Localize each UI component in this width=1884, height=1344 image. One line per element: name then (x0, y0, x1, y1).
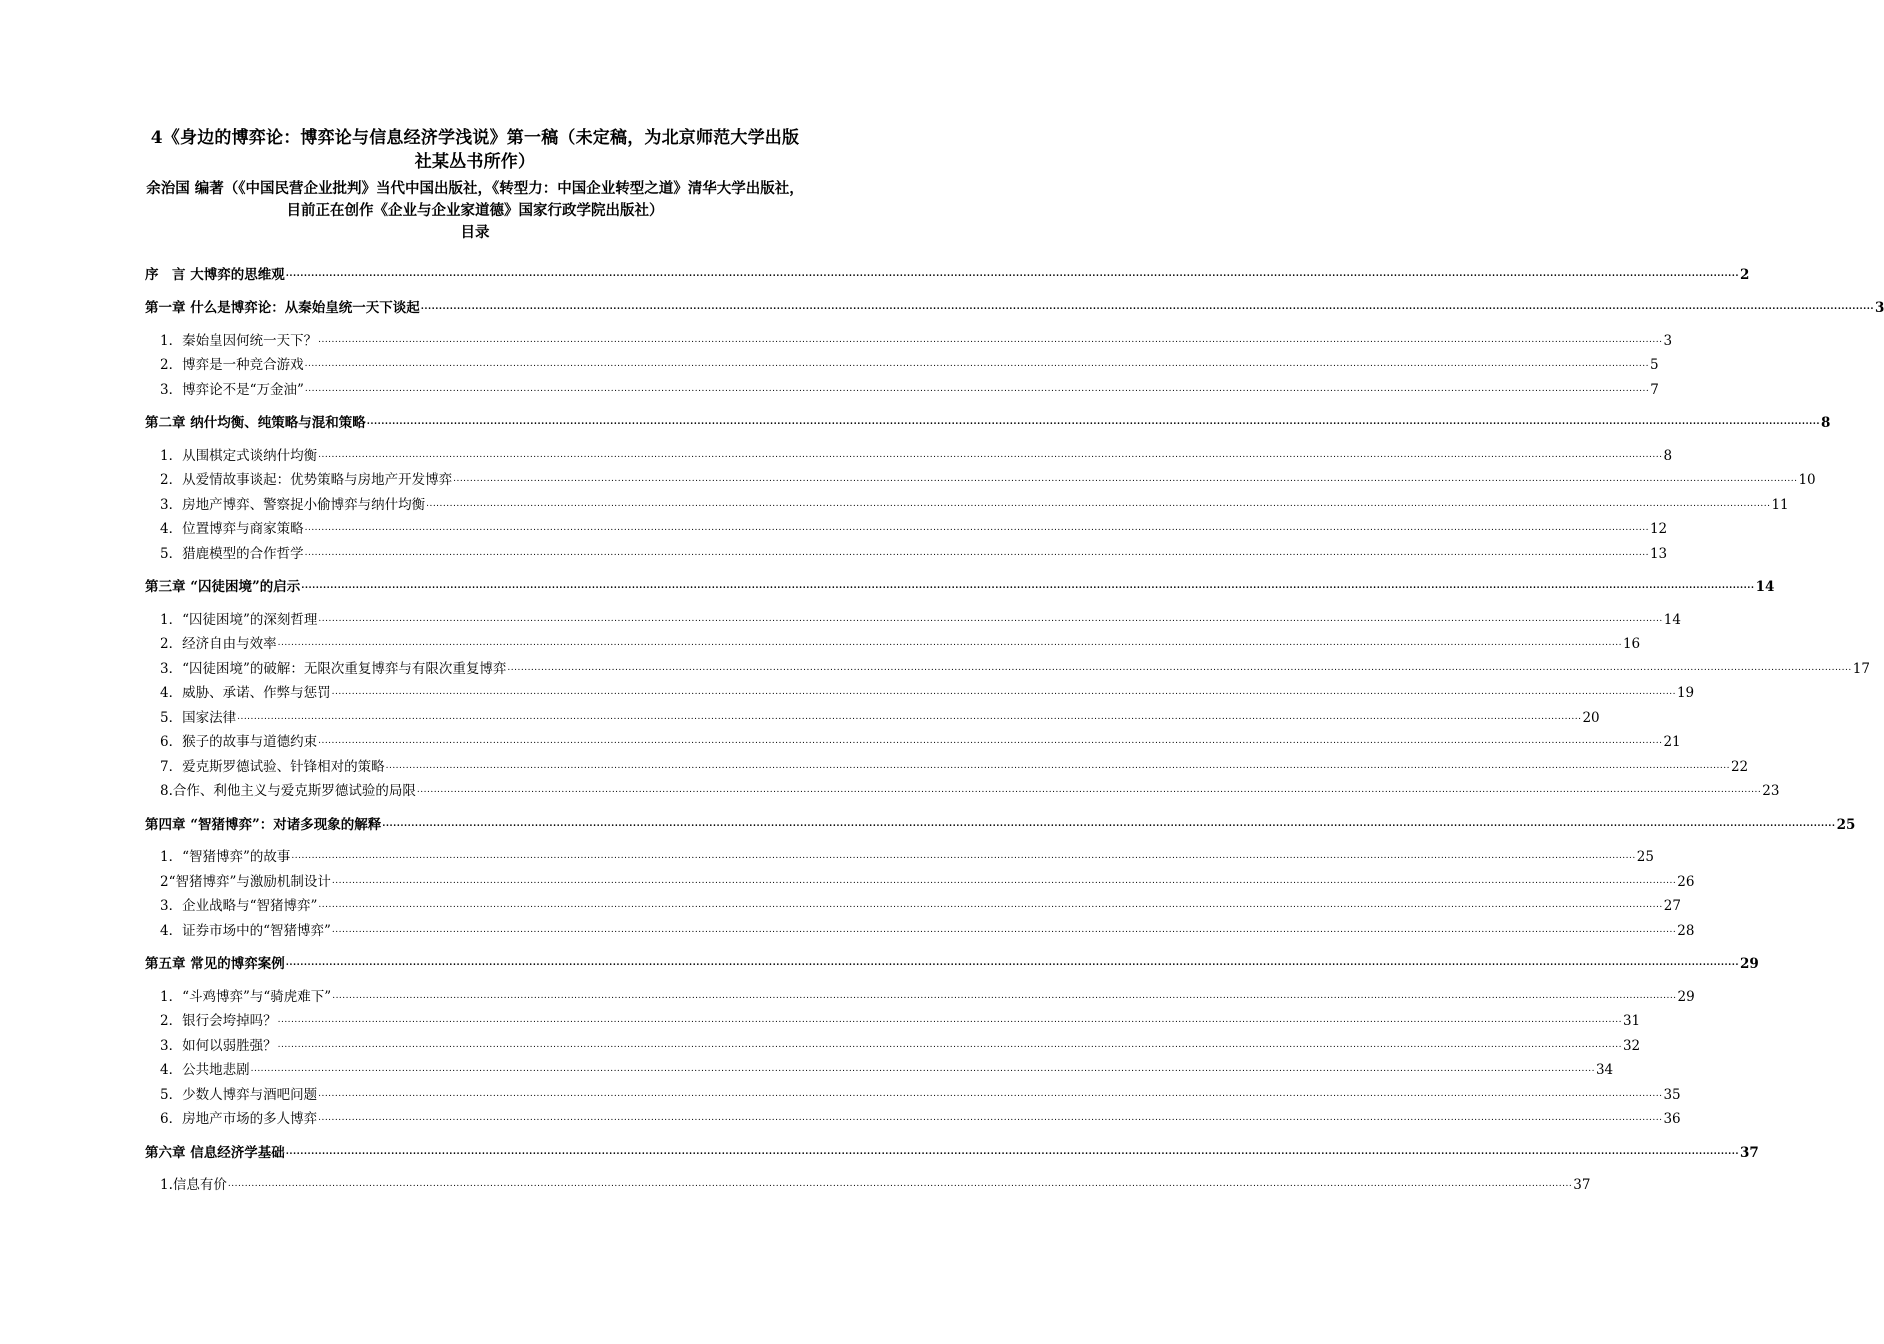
dot-leader: ................................................................................................................................................................................................................................................................................................................................................................................................................ (291, 851, 1636, 861)
toc-section-entry[interactable] (145, 865, 1695, 890)
toc-section-entry-label: 3．企业战略与“智猪博弈” (160, 898, 318, 914)
toc-section-entry-label: 2．从爱情故事谈起：优势策略与房地产开发博弈 (160, 472, 453, 488)
toc-section-entry-label: 1．秦始皇因何统一天下？ (160, 332, 318, 349)
document-title: 4《身边的博弈论：博弈论与信息经济学浅说》第一稿（未定稿，为北京师范大学出版社某丛书所作） (150, 128, 800, 172)
dot-leader: ................................................................................................................................................................................................................................................................................................................................................................................................................ (277, 638, 1622, 648)
toc-section-entry-label: 1．从围棋定式谈纳什均衡 (160, 447, 318, 464)
toc-section-entry-label: 2“智猪博弈”与激励机制设计 (160, 873, 331, 890)
toc-chapter-entry-page-number: 37 (1740, 1144, 1759, 1161)
toc-section-entry[interactable] (145, 701, 1600, 726)
toc-section-entry-page-number: 27 (1663, 898, 1681, 914)
toc-heading: 目录 (460, 224, 490, 241)
toc-section-entry[interactable] (145, 652, 1870, 677)
toc-section-entry-label: 7．爱克斯罗德试验、针锋相对的策略 (160, 758, 385, 775)
spacer (145, 972, 805, 980)
toc-chapter-entry[interactable] (145, 948, 1759, 973)
toc-section-entry-label: 1．“智猪博弈”的故事 (160, 849, 291, 865)
dot-leader: ................................................................................................................................................................................................................................................................................................................................................................................................................ (304, 523, 1649, 533)
toc-chapter-entry-page-number: 2 (1740, 266, 1750, 283)
dot-leader: ................................................................................................................................................................................................................................................................................................................................................................................................................ (331, 875, 1677, 886)
dot-leader: ................................................................................................................................................................................................................................................................................................................................................................................................................ (304, 547, 1649, 558)
toc-section-entry[interactable] (145, 464, 1816, 489)
toc-section-entry-page-number: 32 (1622, 1037, 1641, 1054)
spacer (145, 316, 805, 324)
toc-section-entry-page-number: 5 (1649, 357, 1659, 373)
toc-section-entry-label: 6．猴子的故事与道德约束 (160, 734, 318, 750)
toc-section-entry-label: 2．经济自由与效率 (160, 636, 277, 652)
dot-leader: ................................................................................................................................................................................................................................................................................................................................................................................................................ (318, 736, 1663, 746)
toc-section-entry-label: 3．“囚徒困境”的破解：无限次重复博弈与有限次重复博弈 (160, 660, 507, 677)
toc-section-entry-page-number: 7 (1650, 381, 1659, 398)
toc-section-entry-label: 5．国家法律 (160, 709, 237, 726)
toc-section-entry[interactable] (145, 1169, 1591, 1194)
dot-leader: ................................................................................................................................................................................................................................................................................................................................................................................................................ (304, 383, 1650, 394)
dot-leader: ................................................................................................................................................................................................................................................................................................................................................................................................................ (385, 760, 1730, 771)
toc-section-entry-label: 2．博弈是一种竞合游戏 (160, 357, 304, 373)
toc-chapter-entry[interactable] (145, 808, 1856, 833)
toc-chapter-block (145, 1136, 1759, 1193)
toc-chapter-entry[interactable] (145, 407, 1831, 432)
toc-section-entry-label: 5．少数人博弈与酒吧问题 (160, 1086, 318, 1103)
table-of-contents (145, 258, 1884, 1193)
toc-section-entry-page-number: 20 (1582, 709, 1600, 726)
toc-section-entry-page-number: 16 (1622, 636, 1641, 652)
dot-leader: ................................................................................................................................................................................................................................................................................................................................................................................................................ (227, 1179, 1573, 1189)
toc-section-entry-page-number: 29 (1677, 988, 1695, 1005)
toc-section-entry-page-number: 26 (1677, 873, 1695, 890)
toc-section-entry[interactable] (145, 373, 1659, 398)
toc-chapter-entry-label: 序 言 大博弈的思维观 (145, 266, 285, 283)
toc-chapter-block (145, 258, 1750, 283)
toc-section-entry-page-number: 19 (1676, 685, 1695, 701)
dot-leader: ................................................................................................................................................................................................................................................................................................................................................................................................................ (277, 1015, 1622, 1025)
toc-section-entry-page-number: 31 (1622, 1013, 1641, 1029)
toc-chapter-block (145, 948, 1759, 1128)
toc-section-entry[interactable] (145, 1029, 1641, 1054)
toc-chapter-entry-label: 第五章 常见的博弈案例 (145, 956, 285, 972)
toc-section-entry-label: 3．如何以弱胜强？ (160, 1037, 277, 1054)
toc-chapter-entry-page-number: 3 (1875, 300, 1884, 316)
toc-section-entry[interactable] (145, 750, 1749, 775)
dot-leader: ................................................................................................................................................................................................................................................................................................................................................................................................................ (420, 302, 1875, 312)
toc-chapter-block (145, 808, 1856, 939)
toc-section-entry-label: 3．房地产博弈、警察捉小偷博弈与纳什均衡 (160, 496, 426, 513)
toc-section-entry[interactable] (145, 537, 1668, 562)
toc-section-entry-page-number: 10 (1798, 472, 1816, 488)
dot-leader: ................................................................................................................................................................................................................................................................................................................................................................................................................ (332, 990, 1677, 1001)
toc-section-entry[interactable] (145, 439, 1673, 464)
dot-leader: ................................................................................................................................................................................................................................................................................................................................................................................................................ (285, 958, 1740, 968)
toc-chapter-entry-label: 第四章 “智猪博弈”：对诸多现象的解释 (145, 816, 382, 833)
toc-section-entry[interactable] (145, 1054, 1614, 1079)
dot-leader: ................................................................................................................................................................................................................................................................................................................................................................................................................ (426, 498, 1771, 509)
toc-section-entry[interactable] (145, 841, 1654, 866)
toc-chapter-entry-label: 第六章 信息经济学基础 (145, 1144, 285, 1161)
toc-section-entry-page-number: 17 (1852, 660, 1870, 677)
toc-section-entry-label: 8.合作、利他主义与爱克斯罗德试验的局限 (160, 783, 416, 799)
toc-section-entry[interactable] (145, 349, 1659, 374)
dot-leader: ................................................................................................................................................................................................................................................................................................................................................................................................................ (304, 359, 1649, 369)
dot-leader: ................................................................................................................................................................................................................................................................................................................................................................................................................ (507, 662, 1852, 673)
dot-leader: ................................................................................................................................................................................................................................................................................................................................................................................................................ (318, 449, 1663, 460)
toc-section-entry[interactable] (145, 1005, 1641, 1030)
dot-leader: ................................................................................................................................................................................................................................................................................................................................................................................................................ (237, 711, 1582, 722)
document-page (145, 0, 1884, 1202)
toc-section-entry[interactable] (145, 488, 1789, 513)
dot-leader: ................................................................................................................................................................................................................................................................................................................................................................................................................ (318, 900, 1663, 910)
toc-section-entry[interactable] (145, 628, 1641, 653)
toc-chapter-entry[interactable] (145, 571, 1775, 596)
dot-leader: ................................................................................................................................................................................................................................................................................................................................................................................................................ (285, 268, 1740, 279)
toc-section-entry[interactable] (145, 1103, 1681, 1128)
toc-chapter-entry-page-number: 14 (1755, 579, 1775, 595)
dot-leader: ................................................................................................................................................................................................................................................................................................................................................................................................................ (301, 581, 1755, 591)
toc-section-entry-page-number: 11 (1771, 496, 1789, 513)
dot-leader: ................................................................................................................................................................................................................................................................................................................................................................................................................ (416, 785, 1762, 795)
toc-section-entry-page-number: 22 (1730, 758, 1749, 775)
dot-leader: ................................................................................................................................................................................................................................................................................................................................................................................................................ (318, 1113, 1663, 1123)
toc-section-entry-label: 5．猎鹿模型的合作哲学 (160, 545, 304, 562)
dot-leader: ................................................................................................................................................................................................................................................................................................................................................................................................................ (277, 1039, 1622, 1050)
toc-chapter-entry-page-number: 25 (1836, 816, 1856, 833)
toc-section-entry[interactable] (145, 726, 1681, 751)
dot-leader: ................................................................................................................................................................................................................................................................................................................................................................................................................ (331, 687, 1676, 697)
author-line: 余治国 编著（《中国民营企业批判》当代中国出版社，《转型力：中国企业转型之道》清华大学出版社，目前正在创作《企业与企业家道德》国家行政学院出版社） (146, 180, 804, 219)
dot-leader: ................................................................................................................................................................................................................................................................................................................................................................................................................ (318, 334, 1663, 345)
toc-chapter-entry-label: 第二章 纳什均衡、纯策略与混和策略 (145, 415, 366, 431)
toc-chapter-block (145, 407, 1831, 562)
dot-leader: ................................................................................................................................................................................................................................................................................................................................................................................................................ (285, 1146, 1740, 1157)
toc-chapter-entry[interactable] (145, 292, 1884, 317)
toc-section-entry-label: 4．证券市场中的“智猪博弈” (160, 922, 331, 939)
toc-section-entry[interactable] (145, 890, 1681, 915)
toc-section-entry-page-number: 34 (1595, 1062, 1614, 1078)
toc-section-entry-page-number: 21 (1663, 734, 1681, 750)
toc-section-entry[interactable] (145, 980, 1695, 1005)
toc-section-entry-label: 4．威胁、承诺、作弊与惩罚 (160, 685, 331, 701)
toc-section-entry[interactable] (145, 677, 1695, 702)
toc-chapter-block (145, 571, 1870, 800)
toc-section-entry-page-number: 12 (1649, 521, 1668, 537)
dot-leader: ................................................................................................................................................................................................................................................................................................................................................................................................................ (366, 417, 1821, 427)
toc-section-entry[interactable] (145, 775, 1780, 800)
toc-section-entry-page-number: 23 (1762, 783, 1780, 799)
toc-section-entry-page-number: 35 (1663, 1086, 1681, 1103)
toc-section-entry[interactable] (145, 603, 1681, 628)
toc-section-entry[interactable] (145, 1078, 1681, 1103)
toc-chapter-entry-page-number: 29 (1740, 956, 1759, 972)
toc-section-entry-label: 1．“囚徒困境”的深刻哲理 (160, 611, 318, 628)
spacer (145, 595, 805, 603)
dot-leader: ................................................................................................................................................................................................................................................................................................................................................................................................................ (250, 1064, 1595, 1074)
toc-chapter-entry-label: 第三章 “囚徒困境”的启示 (145, 579, 301, 595)
toc-section-entry-label: 4．位置博弈与商家策略 (160, 521, 304, 537)
toc-section-entry-page-number: 8 (1663, 447, 1673, 464)
toc-chapter-entry-page-number: 8 (1821, 415, 1831, 431)
dot-leader: ................................................................................................................................................................................................................................................................................................................................................................................................................ (318, 613, 1663, 624)
toc-chapter-block (145, 292, 1884, 398)
spacer (145, 431, 805, 439)
toc-section-entry-page-number: 28 (1677, 922, 1695, 939)
toc-section-entry-page-number: 3 (1663, 332, 1673, 349)
spacer (145, 1161, 805, 1169)
spacer (145, 833, 805, 841)
toc-chapter-entry-label: 第一章 什么是博弈论：从秦始皇统一天下谈起 (145, 300, 420, 316)
toc-section-entry-label: 2．银行会垮掉吗？ (160, 1013, 277, 1029)
toc-section-entry-page-number: 14 (1663, 611, 1681, 628)
toc-section-entry-label: 4．公共地悲剧 (160, 1062, 250, 1078)
dot-leader: ................................................................................................................................................................................................................................................................................................................................................................................................................ (331, 924, 1677, 935)
toc-chapter-entry[interactable] (145, 258, 1750, 283)
toc-section-entry[interactable] (145, 324, 1673, 349)
toc-section-entry-page-number: 37 (1573, 1177, 1591, 1193)
toc-section-entry[interactable] (145, 914, 1695, 939)
toc-section-entry-label: 1．“斗鸡博弈”与“骑虎难下” (160, 988, 332, 1005)
dot-leader: ................................................................................................................................................................................................................................................................................................................................................................................................................ (318, 1088, 1663, 1099)
toc-section-entry-page-number: 36 (1663, 1111, 1681, 1127)
toc-section-entry-label: 1.信息有价 (160, 1177, 227, 1193)
dot-leader: ................................................................................................................................................................................................................................................................................................................................................................................................................ (453, 474, 1798, 484)
toc-section-entry-page-number: 25 (1636, 849, 1654, 865)
dot-leader: ................................................................................................................................................................................................................................................................................................................................................................................................................ (382, 818, 1836, 829)
toc-section-entry-label: 3．博弈论不是“万金油” (160, 381, 304, 398)
toc-section-entry[interactable] (145, 513, 1668, 538)
toc-chapter-entry[interactable] (145, 1136, 1759, 1161)
toc-section-entry-page-number: 13 (1649, 545, 1668, 562)
toc-section-entry-label: 6．房地产市场的多人博弈 (160, 1111, 318, 1127)
